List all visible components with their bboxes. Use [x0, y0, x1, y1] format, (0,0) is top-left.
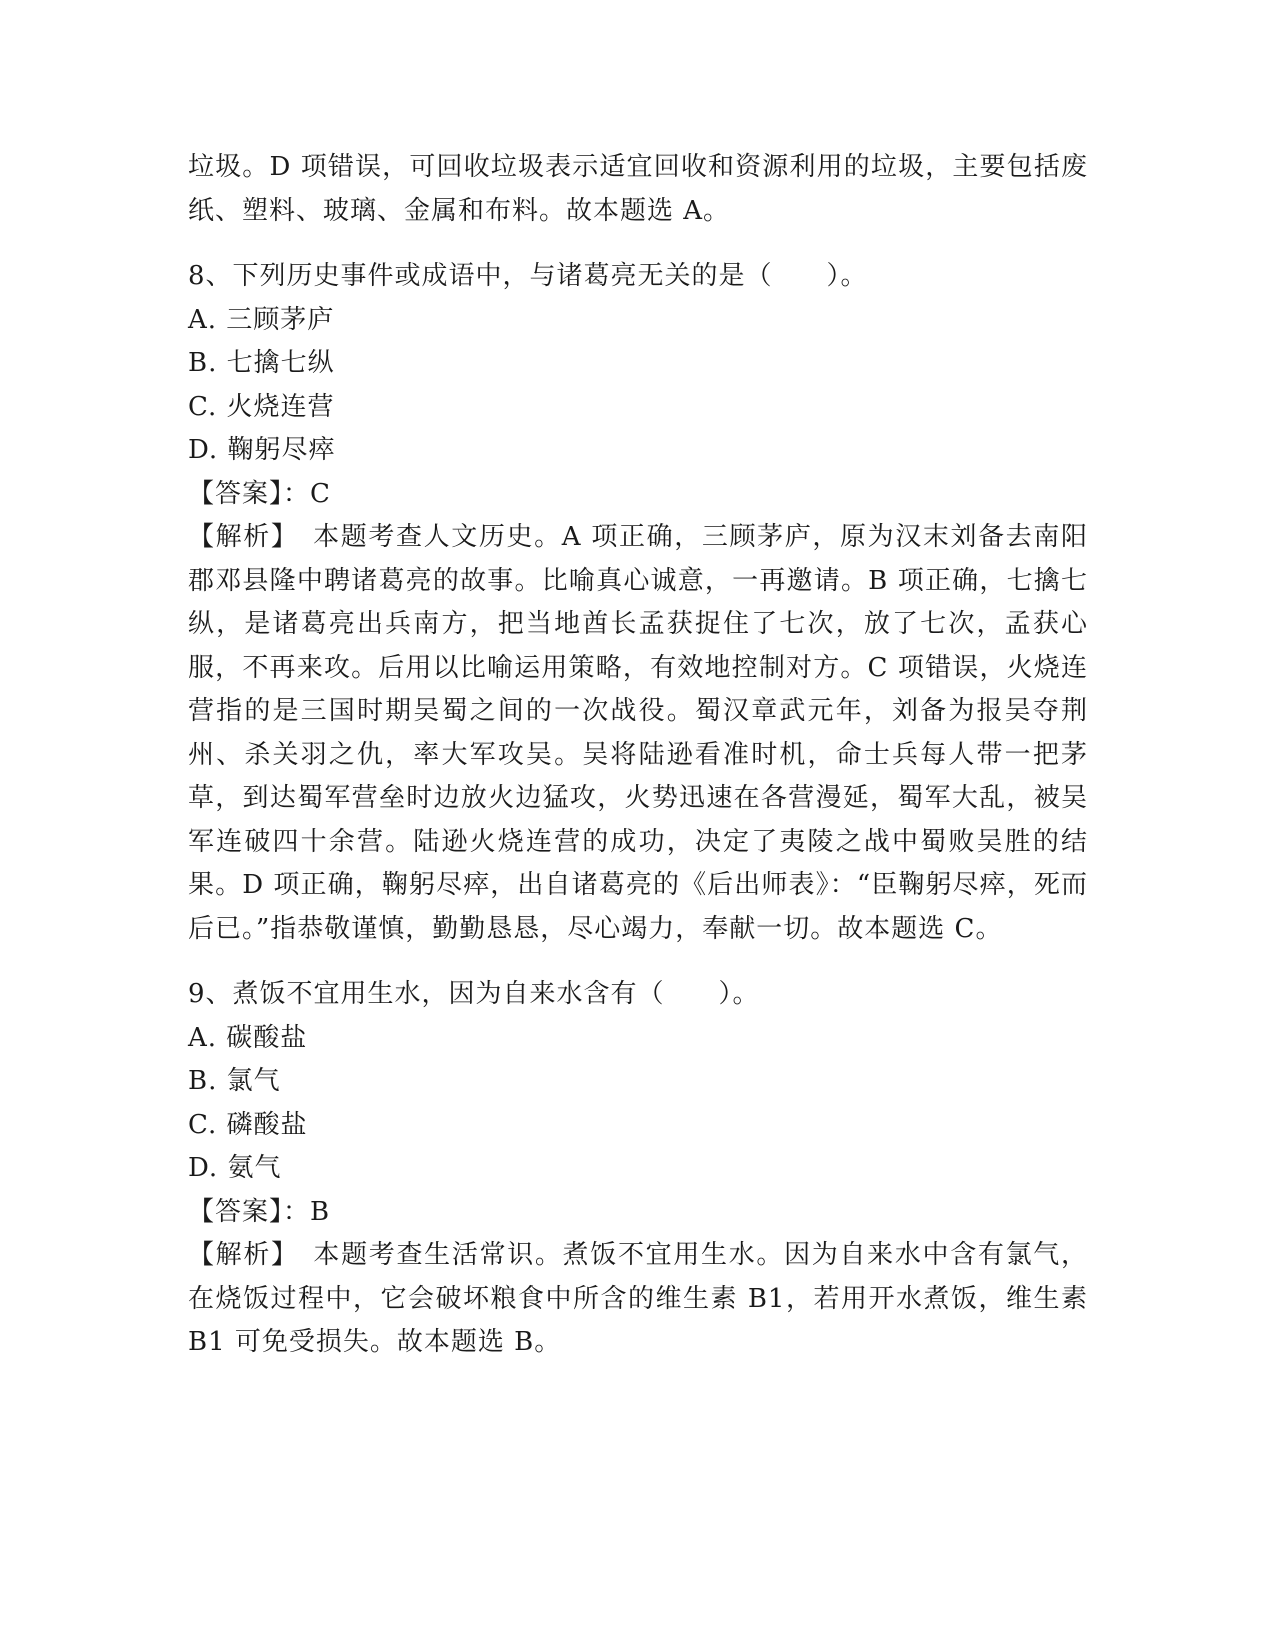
- question-8-option-a: A. 三顾茅庐: [188, 304, 335, 335]
- question-8-answer: 【答案】：C: [188, 478, 331, 509]
- question-8-analysis: 【解析】 本题考查人文历史。A 项正确，三顾茅庐，原为汉末刘备去南阳郡邓县隆中聘诸葛亮的故事。比喻真心诚意，一再邀请。B 项正确，七擒七纵，是诸葛亮出兵南方，把当地酋长孟获捉住了七次，放了七次，孟获心服，不再来攻。后用以比喻运用策略，有效地控制对方。C 项错误，火烧连营指的是三国时期吴蜀之间的一次战役。蜀汉章武元年，刘备为报吴夺荆州、杀关羽之仇，率大军攻吴。吴将陆逊看准时机，命士兵每人带一把茅草，到达蜀军营垒时边放火边猛攻，火势迅速在各营漫延，蜀军大乱，被吴军连破四十余营。陆逊火烧连营的成功，决定了夷陵之战中蜀败吴胜的结果。D 项正确，鞠躬尽瘁，出自诸葛亮的《后出师表》：“臣鞠躬尽瘁，死而后已。”指恭敬谨慎，勤勤恳恳，尽心竭力，奉献一切。故本题选 C。: [188, 522, 1088, 944]
- question-9-stem: 9、煮饭不宜用生水，因为自来水含有（ ）。: [188, 979, 760, 1009]
- question-8-option-d: D. 鞠躬尽瘁: [188, 435, 336, 465]
- document-page: [188, 146, 1088, 1365]
- question-9-option-a: A. 碳酸盐: [188, 1022, 308, 1053]
- question-9: [188, 973, 1088, 1365]
- intro-paragraph: 垃圾。D 项错误，可回收垃圾表示适宜回收和资源利用的垃圾，主要包括废纸、塑料、玻璃、金属和布料。故本题选 A。: [188, 152, 1088, 226]
- question-9-option-d: D. 氨气: [188, 1153, 282, 1183]
- spacer: [188, 951, 1088, 973]
- spacer: [188, 233, 1088, 255]
- question-8-option-b: B. 七擒七纵: [188, 348, 335, 378]
- question-8-option-c: C. 火烧连营: [188, 391, 335, 422]
- question-9-option-c: C. 磷酸盐: [188, 1109, 308, 1140]
- question-8-stem: 8、下列历史事件或成语中，与诸葛亮无关的是（ ）。: [188, 261, 868, 291]
- question-9-option-b: B. 氯气: [188, 1066, 281, 1096]
- question-9-answer: 【答案】：B: [188, 1196, 331, 1227]
- question-8: [188, 255, 1088, 951]
- question-9-analysis: 【解析】 本题考查生活常识。煮饭不宜用生水。因为自来水中含有氯气，在烧饭过程中，它会破坏粮食中所含的维生素 B1，若用开水煮饭，维生素 B1 可免受损失。故本题选 B。: [188, 1240, 1088, 1357]
